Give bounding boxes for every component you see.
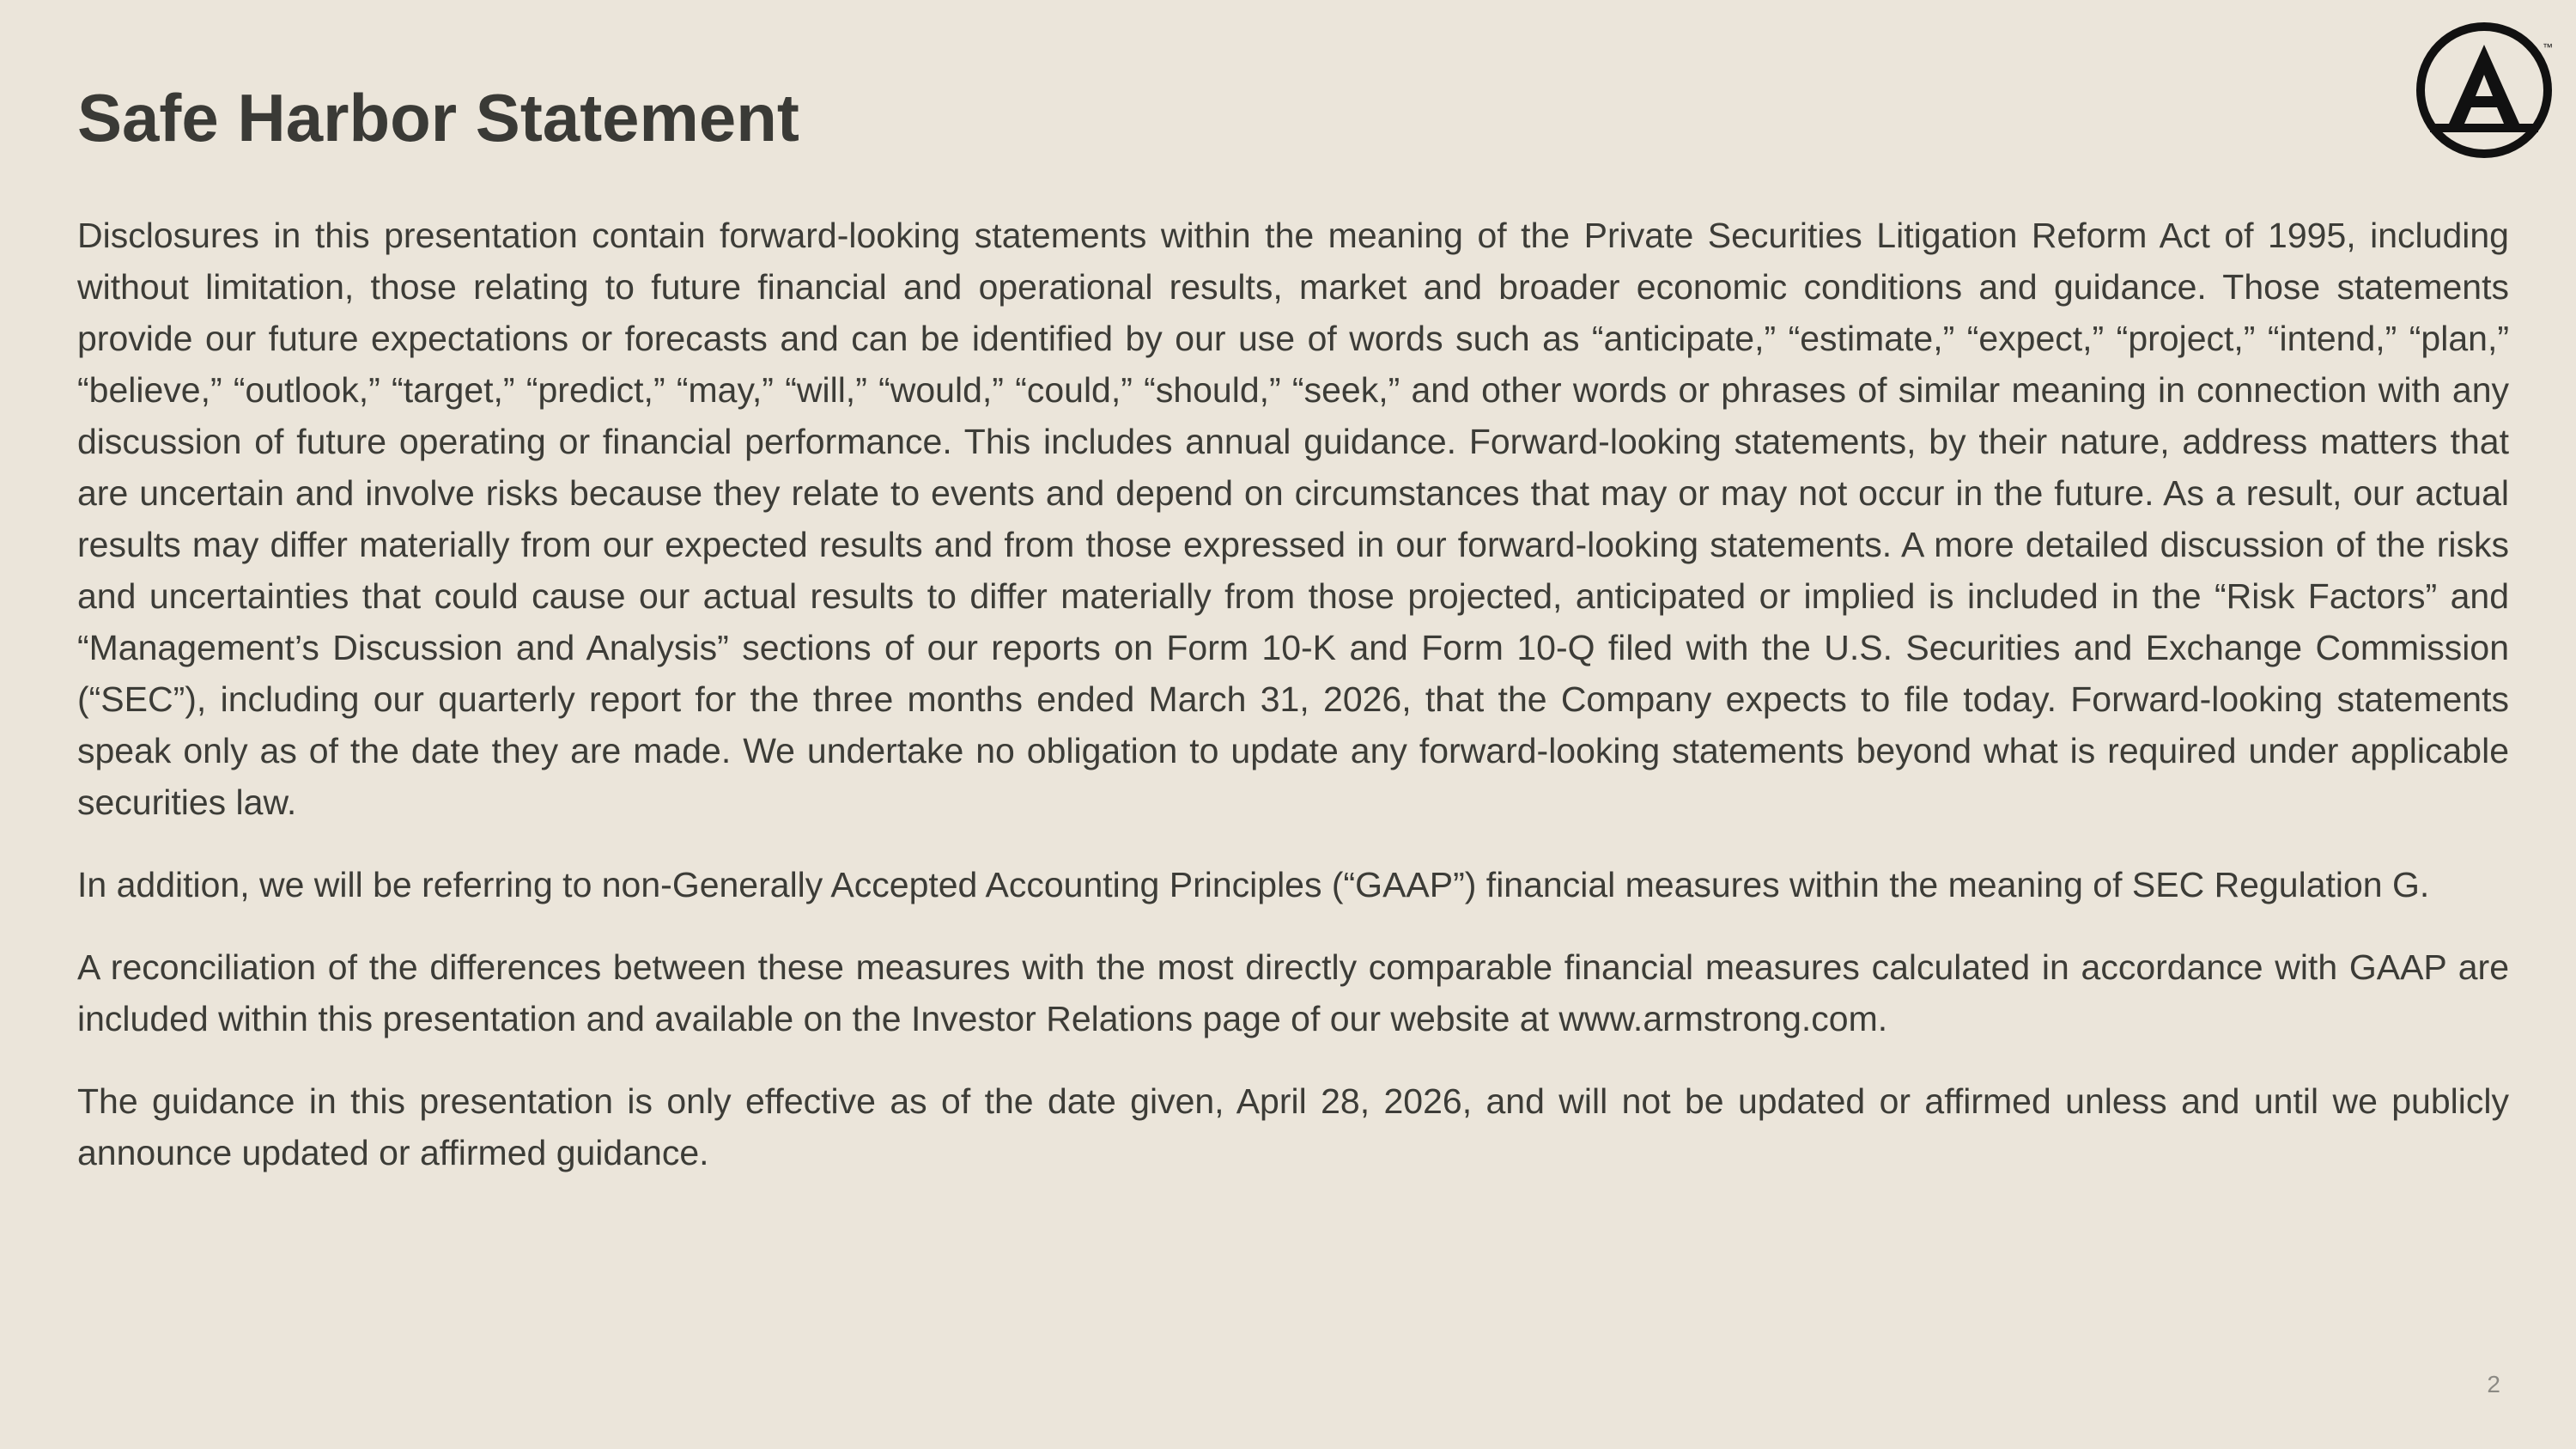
safe-harbor-body [77, 210, 2509, 1209]
page-number: 2 [2487, 1371, 2500, 1397]
trademark-mark: ™ [2543, 41, 2553, 53]
armstrong-a-logo-icon [2415, 21, 2554, 160]
paragraph-forward-looking: Disclosures in this presentation contain forward-looking statements within the meaning of the Private Securities Litigation Reform Act of 1995, including without limitation, those relating to future financial and operational results, market and broader economic conditions and guidance. Those statements provide our future expectations or forecasts and can be identified by our use of words such as “anticipate,” “estimate,” “expect,” “project,” “intend,” “plan,” “believe,” “outlook,” “target,” “predict,” “may,” “will,” “would,” “could,” “should,” “seek,” and other words or phrases of similar meaning in connection with any discussion of future operating or financial performance. This includes annual guidance. Forward-looking statements, by their nature, address matters that are uncertain and involve risks because they relate to events and depend on circumstances that may or may not occur in the future. As a result, our actual results may differ materially from our expected results and from those expressed in our forward-looking statements. A more detailed discussion of the risks and uncertainties that could cause our actual results to differ materially from those projected, anticipated or implied is included in the “Risk Factors” and “Management’s Discussion and Analysis” sections of our reports on Form 10-K and Form 10-Q filed with the U.S. Securities and Exchange Commission (“SEC”), including our quarterly report for the three months ended March 31, 2026, that the Company expects to file today. Forward-looking statements speak only as of the date they are made. We undertake no obligation to update any forward-looking statements beyond what is required under applicable securities law. [77, 216, 2509, 822]
page-title: Safe Harbor Statement [77, 80, 799, 155]
paragraph-reconciliation: A reconciliation of the differences between these measures with the most directly comparable financial measures calculated in accordance with GAAP are included within this presentation and available on the Investor Relations page of our website at www.armstrong.com. [77, 947, 2509, 1038]
paragraph-non-gaap: In addition, we will be referring to non-Generally Accepted Accounting Principles (“GAAP”) financial measures within the meaning of SEC Regulation G. [77, 865, 2430, 904]
paragraph-guidance: The guidance in this presentation is only effective as of the date given, April 28, 2026, and will not be updated or affirmed unless and until we publicly announce updated or affirmed guidance. [77, 1081, 2509, 1172]
